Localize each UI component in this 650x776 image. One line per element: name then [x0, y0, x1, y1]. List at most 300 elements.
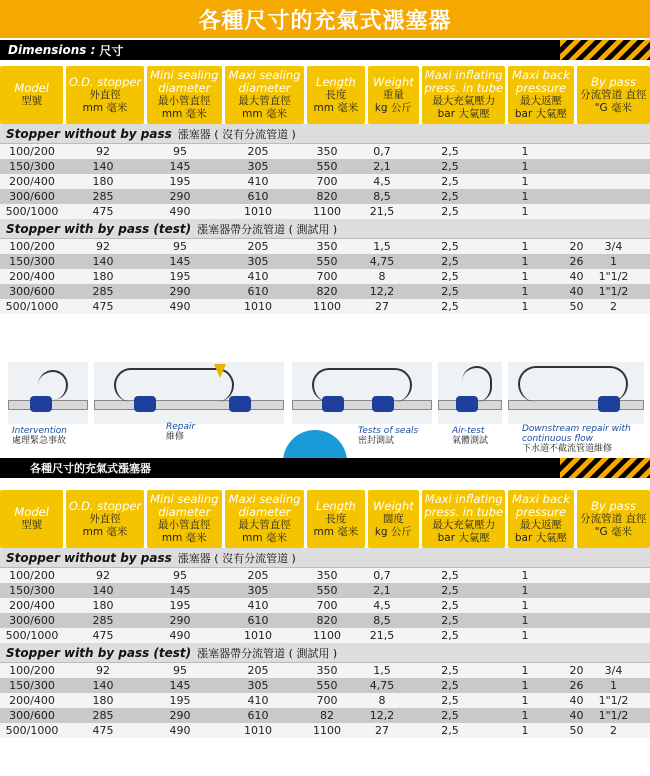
- table-cell: 200/400: [9, 175, 55, 188]
- table-cell: 1"1/2: [598, 694, 629, 707]
- table-cell: 1100: [313, 300, 341, 313]
- photo-air-test: [438, 362, 502, 424]
- table-cell: 2,1: [373, 160, 391, 173]
- bypass-cell: [558, 255, 632, 268]
- table-cell: 150/300: [9, 255, 55, 268]
- header-en: Maxi back pressure: [512, 492, 570, 519]
- header-cell: [307, 66, 364, 124]
- application-photos: [0, 352, 650, 460]
- table-cell: 1"1/2: [598, 270, 629, 283]
- header-cell: [307, 490, 364, 548]
- table-cell: 290: [169, 190, 191, 203]
- table-cell: 1010: [244, 205, 272, 218]
- header-cell: [508, 490, 573, 548]
- stripe-decoration: [560, 40, 650, 60]
- table-row: [0, 628, 650, 643]
- header-en: Maxi sealing diameter: [228, 492, 301, 519]
- header-unit: "G 毫米: [594, 101, 632, 114]
- table-cell: 145: [169, 255, 191, 268]
- header-unit: mm 毫米: [242, 108, 287, 120]
- table-cell: 285: [92, 285, 114, 298]
- table-cell: 140: [92, 584, 114, 597]
- table-cell: 0,7: [373, 145, 391, 158]
- table-cell: 180: [92, 599, 114, 612]
- table-cell: 205: [247, 240, 269, 253]
- header-cell: [368, 490, 420, 548]
- table-cell: 4,5: [373, 599, 391, 612]
- table-cell: 305: [247, 584, 269, 597]
- table-row: [0, 254, 650, 269]
- table-cell: 92: [96, 569, 110, 582]
- stripe-decoration: [560, 458, 650, 478]
- table-cell: 2,5: [441, 679, 459, 692]
- header-en: Mini sealing diameter: [150, 492, 219, 519]
- header-en: Maxi inflating press. in tube: [424, 492, 504, 519]
- table-cell: 285: [92, 190, 114, 203]
- photo-repair: [94, 362, 284, 424]
- table-row: [0, 693, 650, 708]
- section-title-cn: 漲塞器 ( 沒有分流管道 ): [177, 127, 296, 141]
- section-without-bypass: [0, 124, 650, 144]
- header-unit: mm 毫米: [313, 525, 359, 538]
- header-en: Maxi back pressure: [512, 68, 570, 95]
- header-cn: 最大返壓: [520, 519, 563, 531]
- table-cell: 200/400: [9, 694, 55, 707]
- table-cell: 1: [521, 709, 529, 722]
- header-en: Model: [14, 81, 49, 95]
- bypass-cell: [558, 724, 632, 737]
- table-cell: 1100: [313, 629, 341, 642]
- header-unit: mm 毫米: [82, 101, 128, 114]
- table-cell: 8,5: [373, 614, 391, 627]
- dimensions-label-cn: 尺寸: [99, 43, 124, 58]
- table-header: [0, 490, 650, 548]
- section-title-en: Stopper with by pass (test): [6, 645, 192, 660]
- table-cell: 20: [569, 240, 584, 253]
- table-cell: 180: [92, 175, 114, 188]
- table-cell: 1,5: [373, 664, 391, 677]
- table-header: [0, 66, 650, 124]
- table-cell: 200/400: [9, 599, 55, 612]
- table-cell: 2,1: [373, 584, 391, 597]
- table-cell: 50: [569, 724, 584, 737]
- table-cell: 140: [92, 160, 114, 173]
- section-without-bypass: [0, 548, 650, 568]
- table-cell: 410: [247, 270, 269, 283]
- header-cn: 最大管直徑: [238, 95, 291, 107]
- table-cell: 21,5: [369, 629, 395, 642]
- caption-cn: 氣體測試: [452, 436, 489, 446]
- section-with-bypass: [0, 643, 650, 663]
- table-row: [0, 583, 650, 598]
- header-en: Weight: [373, 74, 414, 89]
- table-cell: 610: [247, 614, 269, 627]
- table-cell: 700: [316, 175, 338, 188]
- caption-en: Tests of seals: [358, 426, 419, 436]
- header-cn: 闊度: [382, 512, 404, 525]
- bypass-cell: [558, 285, 632, 298]
- table-cell: 500/1000: [5, 629, 59, 642]
- table-cell: 1100: [313, 724, 341, 737]
- header-cn: 長度: [325, 88, 347, 101]
- table-cell: 2,5: [441, 664, 459, 677]
- table-cell: 2,5: [441, 569, 459, 582]
- table-cell: 0,7: [373, 569, 391, 582]
- table-cell: 4,75: [369, 679, 395, 692]
- table-cell: 2,5: [441, 205, 459, 218]
- table-cell: 1: [521, 240, 529, 253]
- page-title: 各種尺寸的充氣式漲塞器: [0, 0, 650, 38]
- table-cell: 2,5: [441, 614, 459, 627]
- table-cell: 195: [169, 175, 191, 188]
- table-cell: 1: [521, 255, 529, 268]
- table-cell: 1: [521, 160, 529, 173]
- table-cell: 500/1000: [5, 205, 59, 218]
- table-cell: 205: [247, 664, 269, 677]
- bypass-cell: [558, 664, 632, 677]
- bypass-cell: [558, 270, 632, 283]
- table-cell: 1: [521, 190, 529, 203]
- table-cell: 475: [92, 629, 114, 642]
- header-unit: "G 毫米: [594, 525, 632, 538]
- table-row: [0, 174, 650, 189]
- dimensions-table-2: [0, 490, 650, 738]
- table-row: [0, 568, 650, 583]
- table-cell: 95: [173, 240, 187, 253]
- table-cell: 490: [169, 724, 191, 737]
- header-en: By pass: [591, 74, 636, 89]
- table-row: [0, 598, 650, 613]
- caption-en: Repair: [166, 422, 196, 432]
- table-cell: 410: [247, 694, 269, 707]
- spacer: [0, 478, 650, 490]
- table-cell: 285: [92, 614, 114, 627]
- table-cell: 140: [92, 255, 114, 268]
- table-cell: 1010: [244, 300, 272, 313]
- table-cell: 195: [169, 270, 191, 283]
- caption-air-test: [452, 426, 488, 446]
- table-cell: 610: [247, 285, 269, 298]
- table-cell: 3/4: [604, 240, 623, 253]
- table-cell: 12,2: [369, 285, 395, 298]
- table-row: [0, 678, 650, 693]
- table-cell: 350: [316, 569, 338, 582]
- table-cell: 21,5: [369, 205, 395, 218]
- table-cell: 2,5: [441, 629, 459, 642]
- table-cell: 475: [92, 205, 114, 218]
- table-cell: 150/300: [9, 584, 55, 597]
- header-unit: mm 毫米: [242, 532, 287, 544]
- table-cell: 2,5: [441, 300, 459, 313]
- header-cn: 最小管直徑: [158, 519, 211, 531]
- caption-en: Downstream repair with continuous flow: [522, 424, 631, 444]
- table-cell: 820: [316, 614, 338, 627]
- table-cell: 2: [610, 724, 617, 737]
- table-cell: 100/200: [9, 664, 55, 677]
- table-cell: 500/1000: [5, 300, 59, 313]
- table-cell: 2,5: [441, 255, 459, 268]
- table-cell: 550: [316, 160, 338, 173]
- table-cell: 290: [169, 285, 191, 298]
- header-cell: [225, 490, 304, 548]
- table-cell: 26: [569, 255, 584, 268]
- table-cell: 205: [247, 569, 269, 582]
- table-cell: 350: [316, 664, 338, 677]
- photo-intervention: [8, 362, 88, 424]
- table-cell: 2,5: [441, 694, 459, 707]
- table-cell: 1: [521, 599, 529, 612]
- table-cell: 92: [96, 145, 110, 158]
- table-cell: 180: [92, 270, 114, 283]
- table-cell: 95: [173, 569, 187, 582]
- table-cell: 40: [569, 285, 584, 298]
- table-cell: 820: [316, 190, 338, 203]
- table-cell: 500/1000: [5, 724, 59, 737]
- header-cn: 最大充氣壓力: [432, 95, 496, 107]
- caption-repair: [166, 422, 195, 442]
- table-cell: 1: [521, 205, 529, 218]
- header-cell: [0, 66, 63, 124]
- table-cell: 300/600: [9, 614, 55, 627]
- header-unit: bar 大氣壓: [514, 108, 568, 120]
- header-unit: bar 大氣壓: [437, 108, 490, 120]
- table-row: [0, 239, 650, 254]
- table-row: [0, 269, 650, 284]
- section-title-en: Stopper with by pass (test): [6, 221, 192, 236]
- table-row: [0, 144, 650, 159]
- table-body-with: [0, 663, 650, 738]
- header-cn: 長度: [325, 512, 347, 525]
- header-en: Length: [315, 498, 356, 513]
- header-cn: 重量: [382, 88, 404, 101]
- header-cell: [577, 490, 650, 548]
- table-row: [0, 663, 650, 678]
- table-cell: 150/300: [9, 679, 55, 692]
- table-cell: 300/600: [9, 285, 55, 298]
- table-cell: 490: [169, 300, 191, 313]
- table-cell: 475: [92, 300, 114, 313]
- table-cell: 195: [169, 599, 191, 612]
- table-cell: 150/300: [9, 160, 55, 173]
- table-cell: 2,5: [441, 599, 459, 612]
- section-title-cn: 漲塞器帶分流管道 ( 測試用 ): [197, 222, 338, 236]
- table-cell: 92: [96, 240, 110, 253]
- photo-downstream-repair: [508, 362, 644, 424]
- header-cell: [577, 66, 650, 124]
- table-cell: 40: [569, 694, 584, 707]
- header-en: Maxi sealing diameter: [228, 68, 301, 95]
- table-cell: 2,5: [441, 709, 459, 722]
- table-cell: 1: [521, 569, 529, 582]
- table-cell: 95: [173, 145, 187, 158]
- table-cell: 145: [169, 679, 191, 692]
- header-cell: [422, 490, 505, 548]
- bypass-cell: [558, 679, 632, 692]
- header-en: Maxi inflating press. in tube: [424, 68, 504, 95]
- table-cell: 1: [521, 300, 529, 313]
- table-cell: 1: [610, 255, 617, 268]
- table-cell: 145: [169, 584, 191, 597]
- table-cell: 550: [316, 679, 338, 692]
- table-row: [0, 204, 650, 219]
- table-cell: 20: [569, 664, 584, 677]
- table-row: [0, 284, 650, 299]
- second-title-bar: [0, 458, 650, 478]
- table-row: [0, 708, 650, 723]
- table-cell: 550: [316, 255, 338, 268]
- table-cell: 8: [378, 694, 386, 707]
- table-cell: 2,5: [441, 175, 459, 188]
- header-unit: kg 公斤: [374, 525, 412, 538]
- table-cell: 410: [247, 175, 269, 188]
- header-cn: 型號: [21, 95, 43, 107]
- table-cell: 2,5: [441, 285, 459, 298]
- header-unit: bar 大氣壓: [514, 532, 568, 544]
- table-cell: 490: [169, 205, 191, 218]
- table-cell: 2,5: [441, 270, 459, 283]
- decorative-circle: [283, 430, 347, 460]
- caption-cn: 處理緊急事故: [12, 436, 67, 446]
- table-cell: 40: [569, 709, 584, 722]
- table-cell: 700: [316, 270, 338, 283]
- table-cell: 350: [316, 145, 338, 158]
- header-cn: 最大充氣壓力: [432, 519, 496, 531]
- header-unit: kg 公斤: [374, 101, 412, 114]
- table-cell: 300/600: [9, 190, 55, 203]
- table-cell: 92: [96, 664, 110, 677]
- header-cn: 外直徑: [89, 88, 121, 101]
- table-cell: 1: [521, 175, 529, 188]
- table-cell: 100/200: [9, 569, 55, 582]
- header-cn: 外直徑: [89, 512, 121, 525]
- dimensions-table-1: [0, 66, 650, 314]
- table-cell: 40: [569, 270, 584, 283]
- table-cell: 180: [92, 694, 114, 707]
- table-cell: 27: [375, 300, 389, 313]
- header-unit: mm 毫米: [82, 525, 128, 538]
- bypass-cell: [558, 694, 632, 707]
- second-title: 各種尺寸的充氣式漲塞器: [30, 462, 151, 475]
- header-en: Mini sealing diameter: [150, 68, 219, 95]
- table-cell: 95: [173, 664, 187, 677]
- header-cn: 分流管道 直徑: [580, 512, 647, 525]
- table-body-without: [0, 568, 650, 643]
- table-cell: 700: [316, 599, 338, 612]
- table-cell: 1,5: [373, 240, 391, 253]
- table-cell: 2,5: [441, 160, 459, 173]
- table-cell: 1: [521, 629, 529, 642]
- table-cell: 305: [247, 255, 269, 268]
- table-cell: 285: [92, 709, 114, 722]
- table-row: [0, 723, 650, 738]
- table-body-with: [0, 239, 650, 314]
- header-cell: [66, 66, 143, 124]
- header-cell: [147, 66, 222, 124]
- header-cn: 最大管直徑: [238, 519, 291, 531]
- table-cell: 12,2: [369, 709, 395, 722]
- table-cell: 610: [247, 190, 269, 203]
- section-title-cn: 漲塞器帶分流管道 ( 測試用 ): [197, 646, 338, 660]
- table-cell: 27: [375, 724, 389, 737]
- dimensions-label: Dimensions :: [8, 43, 96, 57]
- table-cell: 300/600: [9, 709, 55, 722]
- caption-en: Intervention: [12, 426, 67, 436]
- table-cell: 290: [169, 709, 191, 722]
- table-cell: 1: [521, 584, 529, 597]
- table-cell: 195: [169, 694, 191, 707]
- header-en: Model: [14, 505, 49, 519]
- table-cell: 1: [521, 285, 529, 298]
- section-title-en: Stopper without by pass: [6, 550, 172, 565]
- table-cell: 2,5: [441, 240, 459, 253]
- table-cell: 205: [247, 145, 269, 158]
- table-cell: 1: [521, 694, 529, 707]
- table-cell: 1"1/2: [598, 709, 629, 722]
- header-cell: [508, 66, 573, 124]
- table-cell: 2,5: [441, 145, 459, 158]
- table-row: [0, 613, 650, 628]
- table-cell: 100/200: [9, 240, 55, 253]
- caption-tests-of-seals: [358, 426, 418, 446]
- table-cell: 2,5: [441, 724, 459, 737]
- caption-intervention: [12, 426, 67, 446]
- photo-tests-of-seals: [292, 362, 432, 424]
- table-cell: 410: [247, 599, 269, 612]
- table-cell: 475: [92, 724, 114, 737]
- header-cn: 最大返壓: [520, 95, 563, 107]
- table-cell: 1: [521, 664, 529, 677]
- header-cell: [422, 66, 505, 124]
- table-cell: 1: [521, 145, 529, 158]
- table-cell: 490: [169, 629, 191, 642]
- table-cell: 1: [521, 614, 529, 627]
- table-cell: 1100: [313, 205, 341, 218]
- caption-downstream: [522, 424, 644, 454]
- table-cell: 26: [569, 679, 584, 692]
- table-cell: 100/200: [9, 145, 55, 158]
- bypass-cell: [558, 300, 632, 313]
- table-cell: 610: [247, 709, 269, 722]
- header-en: Weight: [373, 498, 414, 513]
- table-cell: 1010: [244, 724, 272, 737]
- bypass-cell: [558, 709, 632, 722]
- table-row: [0, 189, 650, 204]
- header-unit: mm 毫米: [161, 108, 207, 120]
- header-cell: [225, 66, 304, 124]
- caption-en: Air-test: [452, 426, 485, 436]
- header-unit: mm 毫米: [313, 101, 359, 114]
- table-body-without: [0, 144, 650, 219]
- header-en: O.D. stopper: [68, 498, 142, 513]
- header-en: By pass: [591, 498, 636, 513]
- table-cell: 2,5: [441, 584, 459, 597]
- table-cell: 305: [247, 160, 269, 173]
- section-with-bypass: [0, 219, 650, 239]
- table-cell: 1: [521, 270, 529, 283]
- header-cell: [147, 490, 222, 548]
- table-row: [0, 299, 650, 314]
- section-title-cn: 漲塞器 ( 沒有分流管道 ): [177, 551, 296, 565]
- header-en: O.D. stopper: [68, 74, 142, 89]
- table-cell: 50: [569, 300, 584, 313]
- header-unit: bar 大氣壓: [437, 532, 490, 544]
- bypass-cell: [558, 240, 632, 253]
- table-cell: 820: [316, 285, 338, 298]
- table-cell: 1: [521, 679, 529, 692]
- table-cell: 200/400: [9, 270, 55, 283]
- table-cell: 2,5: [441, 190, 459, 203]
- header-cell: [368, 66, 420, 124]
